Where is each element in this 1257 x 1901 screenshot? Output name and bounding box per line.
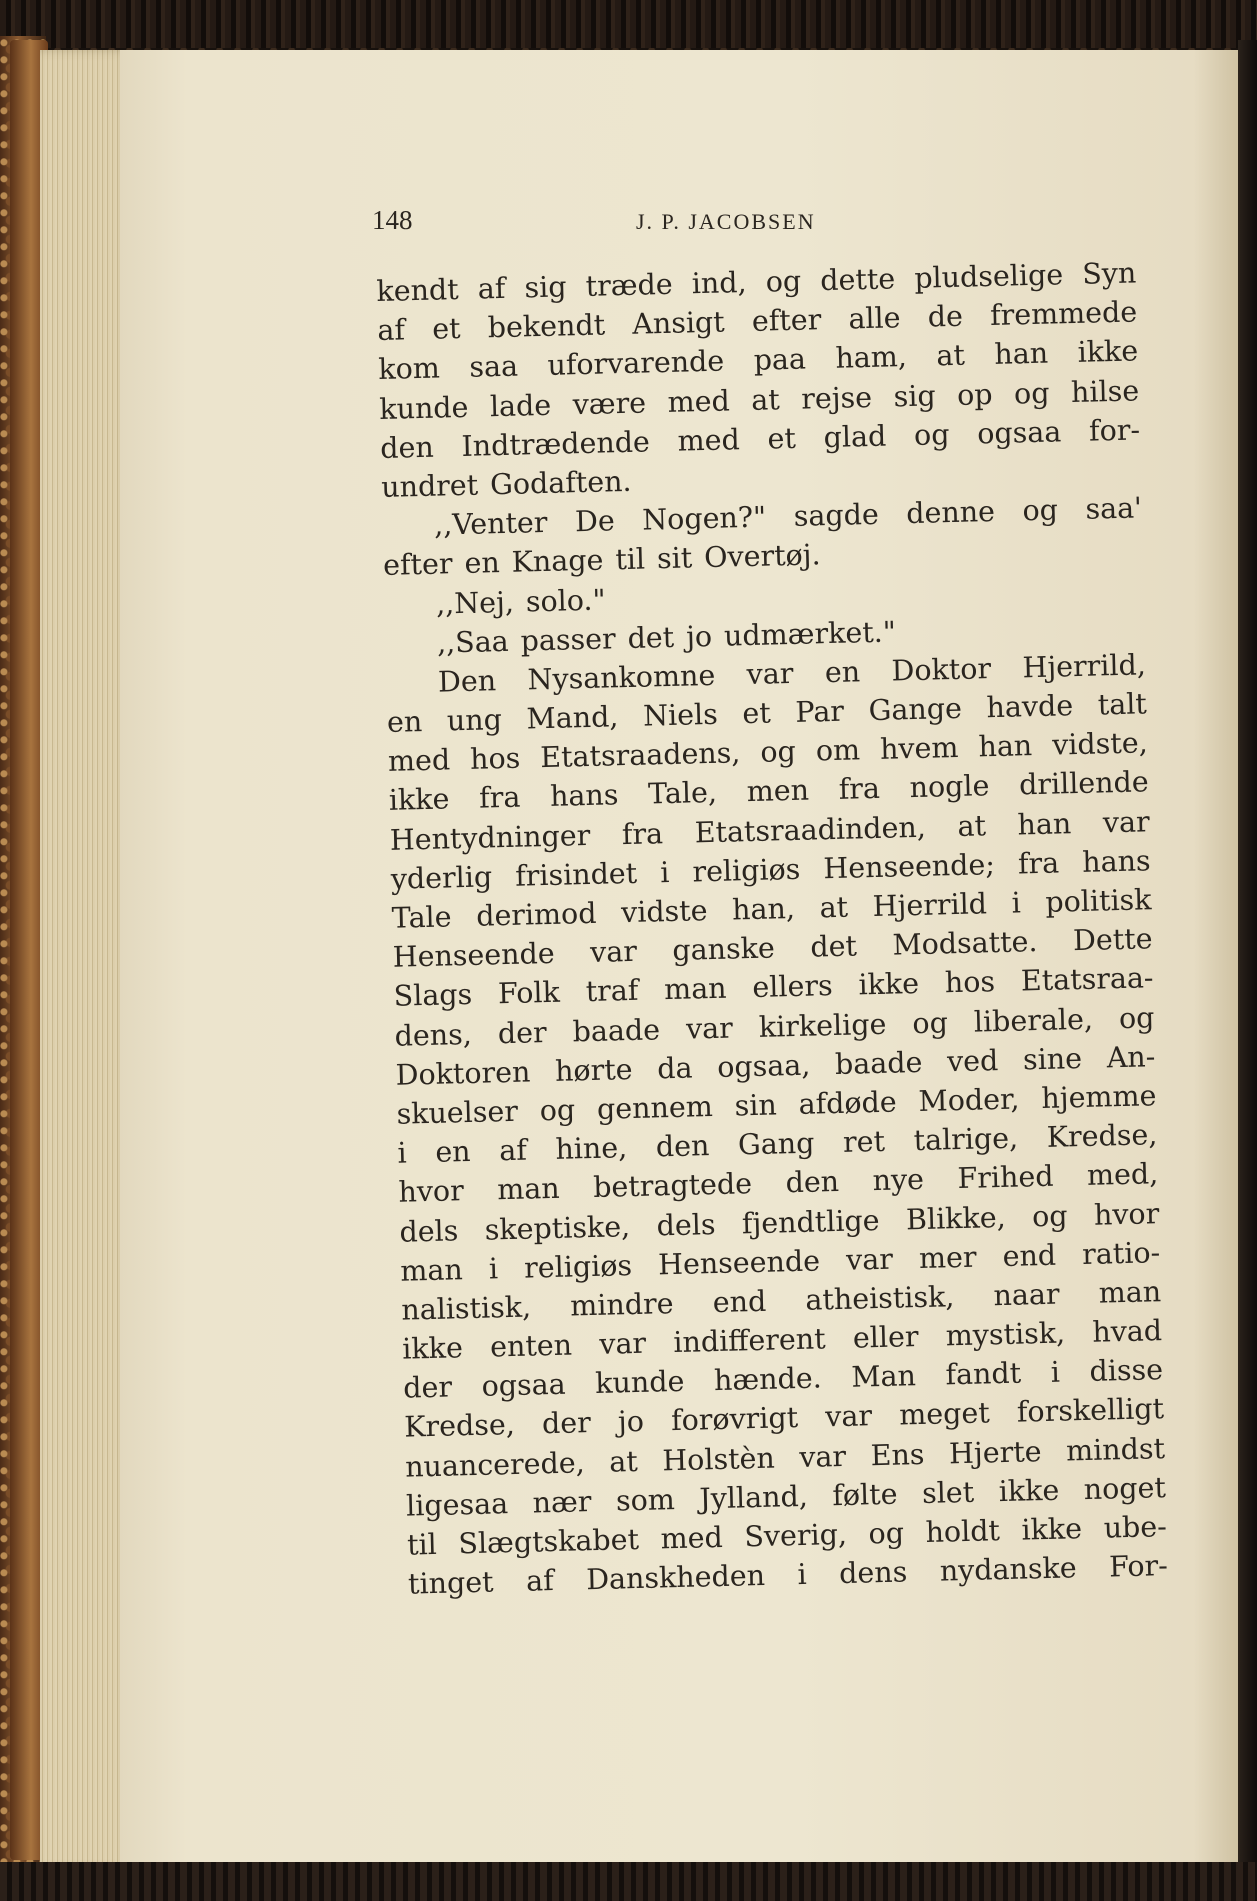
text-line: efter en Knage til sit Overtøj. bbox=[382, 538, 821, 583]
text-line: dens, der baade var kirkelige og liberale, og bbox=[394, 1000, 1155, 1053]
text-line: med hos Etatsraadens, og om hvem han vidste, bbox=[387, 726, 1149, 779]
text-line: kom saa uforvarende paa ham, at han ikke bbox=[377, 334, 1139, 387]
text-line: Tale derimod vidste han, at Hjerrild i politisk bbox=[391, 883, 1152, 935]
text-line: en ung Mand, Niels et Par Gange havde talt bbox=[386, 687, 1148, 739]
text-line: nalistisk, mindre end atheistisk, naar man bbox=[400, 1275, 1162, 1327]
text-line: undret Godaften. bbox=[380, 464, 632, 504]
text-line: Den Nysankomne var en Doktor Hjerrild, bbox=[437, 648, 1147, 699]
text-line: kendt af sig træde ind, og dette pludselige Syn bbox=[376, 256, 1137, 308]
bottom-binding-edge bbox=[0, 1862, 1257, 1901]
text-line: ,,Venter De Nogen?" sagde denne og saa' bbox=[433, 491, 1143, 542]
text-line: tinget af Danskheden i dens nydanske For- bbox=[407, 1549, 1169, 1601]
text-line: ikke fra hans Tale, men fra nogle drillende bbox=[388, 765, 1150, 818]
running-head: J. P. JACOBSEN bbox=[636, 209, 816, 234]
text-line: Kredse, der jo forøvrigt var meget forskelligt bbox=[403, 1392, 1165, 1445]
text-line: yderlig frisindet i religiøs Henseende; fra hans bbox=[390, 844, 1151, 896]
text-line: ,,Saa passer det jo udmærket." bbox=[436, 615, 897, 660]
text-line: kunde lade være med at rejse sig op og hilse bbox=[378, 373, 1140, 426]
text-line: Henseende var ganske det Modsatte. Dette bbox=[392, 922, 1153, 974]
right-shadow-edge bbox=[1238, 40, 1257, 1870]
page-edges bbox=[40, 50, 132, 1870]
text-line: nuancerede, at Holstèn var Ens Hjerte mindst bbox=[404, 1431, 1166, 1484]
body-text bbox=[376, 253, 1168, 1604]
text-line: Doktoren hørte da ogsaa, baade ved sine An- bbox=[395, 1039, 1156, 1092]
page-number: 148 bbox=[372, 205, 413, 235]
text-line: man i religiøs Henseende var mer end ratio- bbox=[400, 1235, 1161, 1288]
text-line: hvor man betragtede den nye Frihed med, bbox=[398, 1157, 1159, 1210]
text-line: dels skeptiske, dels fjendtlige Blikke, og hvor bbox=[399, 1196, 1160, 1249]
text-line: i en af hine, den Gang ret talrige, Kredse, bbox=[397, 1118, 1158, 1170]
text-line: ,,Nej, solo." bbox=[435, 582, 607, 621]
text-line: til Slægtskabet med Sverig, og holdt ikke ube- bbox=[406, 1510, 1168, 1562]
top-binding-edge bbox=[0, 0, 1257, 48]
text-line: ligesaa nær som Jylland, følte slet ikke noget bbox=[405, 1470, 1167, 1523]
text-line: der ogsaa kunde hænde. Man fandt i disse bbox=[402, 1353, 1164, 1405]
text-line: af et bekendt Ansigt efter alle de fremmede bbox=[377, 295, 1138, 348]
text-line: Hentydninger fra Etatsraadinden, at han var bbox=[389, 804, 1151, 857]
text-line: ikke enten var indifferent eller mystisk, hvad bbox=[401, 1314, 1163, 1366]
page-header bbox=[372, 205, 852, 241]
text-line: den Indtrædende med et glad og ogsaa for- bbox=[379, 413, 1141, 465]
text-line: Slags Folk traf man ellers ikke hos Etatsraa- bbox=[393, 961, 1154, 1014]
text-line: skuelser og gennem sin afdøde Moder, hjemme bbox=[396, 1079, 1157, 1131]
